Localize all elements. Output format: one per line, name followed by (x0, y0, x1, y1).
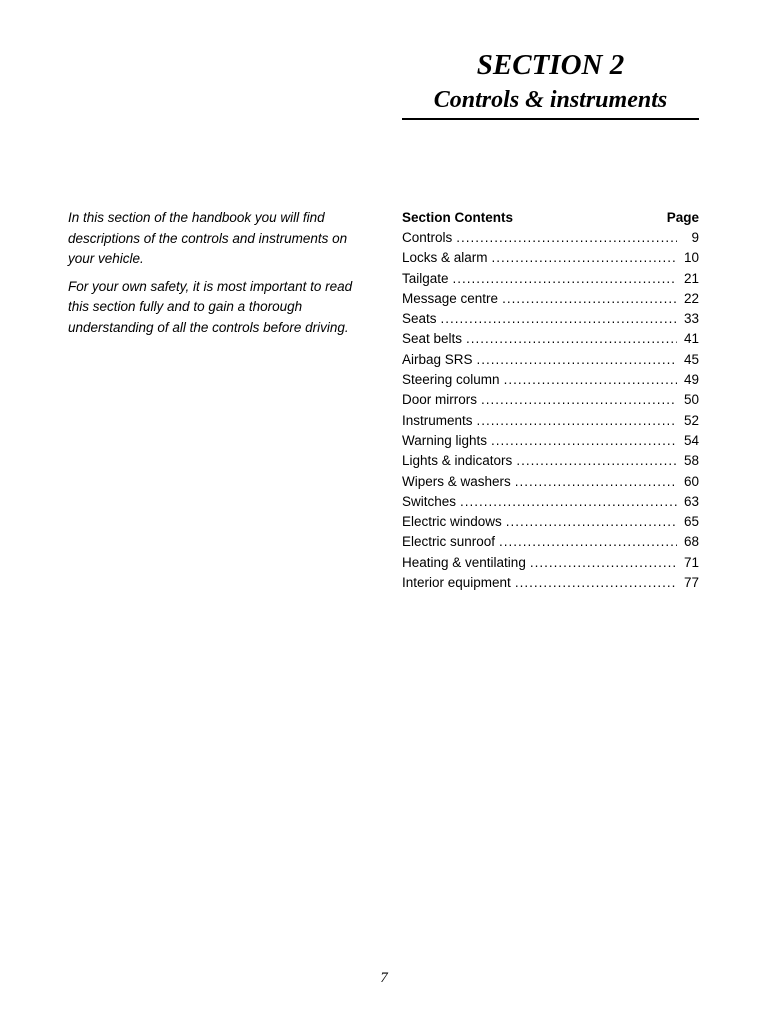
toc-leader-dots (506, 512, 677, 532)
toc-label: Heating & ventilating (402, 554, 526, 570)
toc-row (402, 350, 699, 370)
section-contents (402, 208, 699, 593)
toc-page: 52 (683, 412, 699, 428)
toc-page: 54 (683, 432, 699, 448)
toc-label: Warning lights (402, 432, 488, 448)
toc-page: 60 (683, 473, 699, 489)
toc-row (402, 532, 699, 552)
toc-label: Wipers & washers (402, 473, 511, 489)
section-header (402, 46, 699, 116)
toc-label: Instruments (402, 412, 473, 428)
toc-leader-dots (492, 248, 677, 268)
toc-leader-dots (477, 411, 677, 431)
toc-row (402, 512, 699, 532)
toc-leader-dots (491, 431, 677, 451)
toc-leader-dots (456, 228, 677, 248)
contents-heading (402, 208, 699, 228)
toc-leader-dots (530, 553, 677, 573)
toc-row (402, 248, 699, 268)
toc-leader-dots (477, 350, 677, 370)
toc-label: Seat belts (402, 331, 463, 347)
header-rule (402, 118, 699, 120)
toc-leader-dots (481, 390, 677, 410)
section-number: SECTION 2 (476, 49, 625, 81)
toc-row (402, 472, 699, 492)
toc-page: 71 (683, 554, 699, 570)
section-title: Controls & instruments (433, 87, 668, 113)
toc-label: Electric sunroof (402, 534, 496, 550)
toc-label: Door mirrors (402, 392, 478, 408)
toc-row (402, 553, 699, 573)
toc-label: Seats (402, 311, 437, 327)
toc-row (402, 390, 699, 410)
toc-page: 63 (683, 493, 699, 509)
toc-page: 45 (683, 351, 699, 367)
toc-leader-dots (499, 532, 677, 552)
toc-row (402, 289, 699, 309)
toc-page: 50 (683, 392, 699, 408)
toc-leader-dots (466, 329, 677, 349)
toc-leader-dots (453, 269, 677, 289)
toc-page: 77 (683, 575, 699, 591)
page-number: 7 (380, 970, 388, 986)
contents-heading-label: Section Contents (402, 210, 514, 225)
intro-paragraph: For your own safety, it is most important to read this section fully and to gain a thorough understanding of all the controls before driving. (68, 278, 353, 335)
toc-page: 22 (683, 290, 699, 306)
toc-row (402, 370, 699, 390)
toc-label: Tailgate (402, 270, 449, 286)
toc-row (402, 329, 699, 349)
toc-leader-dots (515, 472, 677, 492)
toc-label: Airbag SRS (402, 351, 473, 367)
toc-page: 65 (683, 514, 699, 530)
toc-row (402, 411, 699, 431)
toc-leader-dots (515, 573, 677, 593)
toc-label: Message centre (402, 290, 499, 306)
toc-page: 33 (683, 311, 699, 327)
toc-leader-dots (504, 370, 677, 390)
toc-row (402, 451, 699, 471)
contents-list (402, 228, 699, 593)
toc-leader-dots (460, 492, 677, 512)
toc-row (402, 492, 699, 512)
toc-leader-dots (502, 289, 677, 309)
toc-leader-dots (441, 309, 677, 329)
toc-label: Steering column (402, 372, 500, 388)
toc-label: Controls (402, 230, 453, 245)
intro-text (68, 208, 368, 345)
toc-leader-dots (516, 451, 677, 471)
toc-row (402, 431, 699, 451)
intro-paragraph: In this section of the handbook you will find descriptions of the controls and instruments on your vehicle. (68, 210, 348, 266)
toc-page: 58 (683, 453, 699, 469)
toc-label: Interior equipment (402, 575, 511, 591)
toc-page: 49 (683, 372, 699, 388)
toc-page: 68 (683, 534, 699, 550)
toc-label: Lights & indicators (402, 453, 513, 469)
toc-row (402, 573, 699, 593)
toc-page: 10 (683, 250, 699, 266)
toc-page: 41 (683, 331, 699, 347)
toc-page: 9 (691, 230, 699, 245)
toc-row (402, 228, 699, 248)
toc-page: 21 (683, 270, 699, 286)
toc-label: Locks & alarm (402, 250, 488, 266)
contents-heading-page: Page (666, 210, 699, 225)
toc-label: Electric windows (402, 514, 502, 530)
toc-row (402, 269, 699, 289)
toc-label: Switches (402, 493, 457, 509)
toc-row (402, 309, 699, 329)
